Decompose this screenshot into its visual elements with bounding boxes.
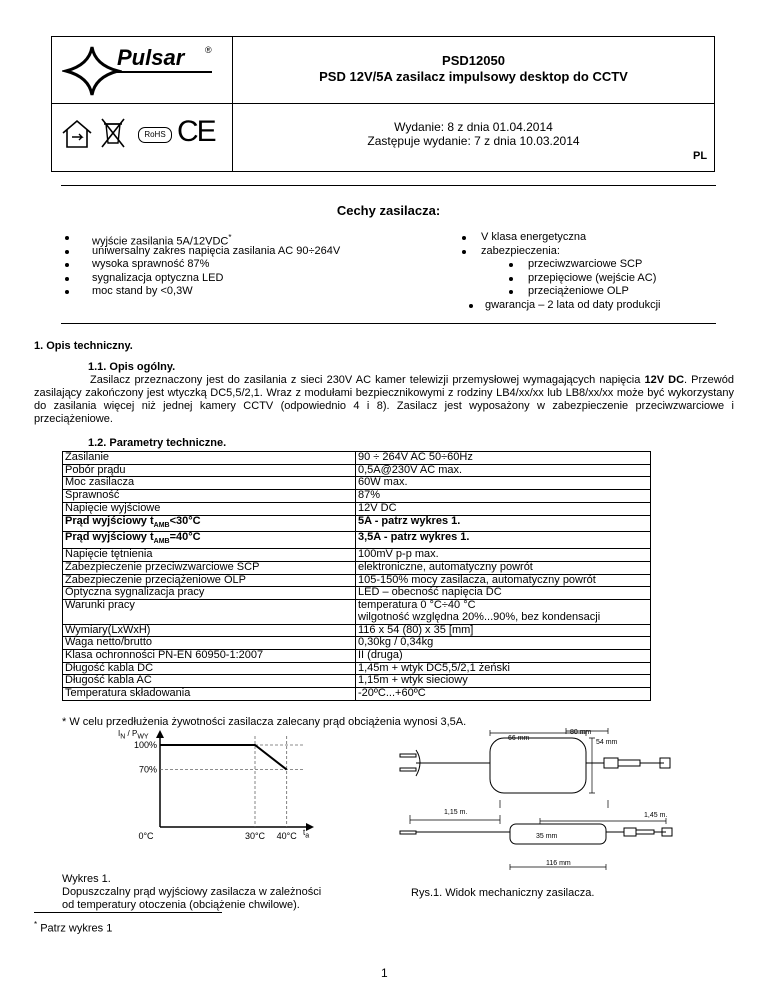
feature-item: sygnalizacja optyczna LED [64, 272, 394, 286]
param-value: 90 ÷ 264V AC 50÷60Hz [356, 452, 651, 465]
param-row [63, 549, 651, 562]
param-name: Warunki pracy [63, 600, 356, 624]
param-name: Zabezpieczenie przeciążeniowe OLP [63, 574, 356, 587]
param-name: Prąd wyjściowy $t_{AMB}=40^\circ C$ [63, 532, 356, 549]
derating-chart [128, 730, 388, 840]
param-name: Zabezpieczenie przeciwzwarciowe SCP [63, 562, 356, 575]
top-view [400, 728, 670, 808]
separator-top [61, 185, 716, 186]
replaces-line: Zastępuje wydanie: 7 z dnia 10.03.2014 [367, 134, 580, 148]
param-name: Pobór prądu [63, 464, 356, 477]
param-value: II (druga) [356, 649, 651, 662]
param-row [63, 688, 651, 701]
param-name: Temperatura składowania [63, 688, 356, 701]
parameters-table [62, 451, 651, 701]
param-name: Optyczna sygnalizacja pracy [63, 587, 356, 600]
param-row [63, 600, 651, 624]
feature-item: wyjście zasilania 5A/12VDC* [64, 231, 394, 245]
section-1-1-title: 1.1. Opis ogólny. [88, 361, 176, 373]
param-value: -20ºC...+60ºC [356, 688, 651, 701]
param-row [63, 624, 651, 637]
separator-mid [61, 323, 716, 324]
side-view [400, 815, 672, 870]
language-code: PL [693, 150, 708, 162]
param-value: 60W max. [356, 477, 651, 490]
dim-116-mm: 116 mm [546, 860, 571, 867]
features-left-list [64, 231, 394, 299]
param-row [63, 532, 651, 549]
brand-name: Pulsar [117, 45, 185, 70]
pulsar-star-icon [62, 43, 122, 99]
param-row [63, 675, 651, 688]
y-axis-arrow [156, 730, 164, 738]
weee-bin-icon [100, 117, 126, 149]
param-value: 105-150% mocy zasilacza, automatyczny powrót [356, 574, 651, 587]
param-name: Moc zasilacza [63, 477, 356, 490]
indoor-house-icon [60, 119, 94, 149]
param-value: 0,30kg / 0,34kg [356, 637, 651, 650]
section-1-1-paragraph: Zasilacz przeznaczony jest do zasilania z sieci 230V AC kamer telewizji przemysłowej wymagających napięcia 12V DC. Przewód zasilający zakończony jest wtyczką DC5,5/2,1. Wraz z modułami bezpiecznikowymi z rodziny LB4/xx/xx lub LB8/xx/xx może być wykorzystany do zasilania więcej niż jednej kamery CCTV (odpowiednio 4 i 8). Zasilacz jest wyposażony w zabezpieczenie przeciwzwarciowe i przeciążeniowe. [34, 374, 734, 425]
footnote: * Patrz wykres 1 [34, 920, 113, 935]
feature-subitem: przeciwzwarciowe SCP [461, 258, 721, 272]
param-value: 3,5A - patrz wykres 1. [356, 532, 651, 549]
registered-mark: ® [205, 45, 212, 55]
param-name: Prąd wyjściowy $t_{AMB}<30^\circ C$ [63, 515, 356, 532]
feature-item: uniwersalny zakres napięcia zasilania AC 90÷264V [64, 245, 394, 259]
chart-y-label: $I_N / P_{WY}$ [118, 729, 149, 741]
chart-caption-title: Wykres 1. [62, 873, 111, 885]
load-note: * W celu przedłużenia żywotności zasilacza zalecany prąd obciążenia wynosi 3,5A. [62, 716, 467, 728]
derating-series-line [160, 745, 287, 770]
feature-item: zabezpieczenia: [461, 245, 721, 259]
param-row [63, 637, 651, 650]
model-name: PSD12050 [442, 53, 505, 68]
mechanical-drawing [396, 728, 696, 878]
feature-item: moc stand by <0,3W [64, 285, 394, 299]
param-row [63, 662, 651, 675]
page-number: 1 [381, 966, 388, 980]
drawing-caption: Rys.1. Widok mechaniczny zasilacza. [411, 887, 595, 899]
x-tick-label: 0°C [138, 831, 154, 841]
param-row [63, 562, 651, 575]
dim-66-mm: 66 mm [508, 735, 530, 742]
param-row [63, 477, 651, 490]
section-1-title: 1. Opis techniczny. [34, 340, 133, 352]
chart-x-label: $t_a$ [303, 828, 310, 840]
section-1-2-title: 1.2. Parametry techniczne. [88, 437, 227, 449]
header-box [51, 36, 715, 172]
param-value: 1,45m + wtyk DC5,5/2,1 żeński [356, 662, 651, 675]
param-value: temperatura 0 °C÷40 °C wilgotność względna 20%...90%, bez kondensacji [356, 600, 651, 624]
y-tick-label: 100% [133, 740, 157, 750]
param-value: LED – obecność napięcia DC [356, 587, 651, 600]
param-name: Klasa ochronności PN-EN 60950-1:2007 [63, 649, 356, 662]
feature-subitem: przepięciowe (wejście AC) [461, 272, 721, 286]
product-title: PSD 12V/5A zasilacz impulsowy desktop do CCTV [319, 69, 628, 84]
param-value: 1,15m + wtyk sieciowy [356, 675, 651, 688]
y-tick-label: 70% [138, 764, 157, 775]
param-name: Wymiary(LxWxH) [63, 624, 356, 637]
param-name: Zasilanie [63, 452, 356, 465]
param-name: Waga netto/brutto [63, 637, 356, 650]
param-value: elektroniczne, automatyczny powrót [356, 562, 651, 575]
certification-icons [60, 117, 230, 153]
param-value: 0,5A@230V AC max. [356, 464, 651, 477]
x-tick-label: 30°C [244, 831, 266, 841]
features-right-list [461, 231, 721, 312]
dim-54-mm: 54 mm [596, 739, 618, 746]
dim-80-mm: 80 mm [570, 729, 592, 736]
param-row [63, 649, 651, 662]
param-row [63, 587, 651, 600]
param-name: Długość kabla DC [63, 662, 356, 675]
dim-115-m: 1,15 m. [444, 809, 468, 816]
feature-item: gwarancja – 2 lata od daty produkcji [461, 299, 721, 313]
chart-caption-line-1: Dopuszczalny prąd wyjściowy zasilacza w zależności [62, 886, 322, 898]
param-value: 100mV p-p max. [356, 549, 651, 562]
param-row [63, 452, 651, 465]
param-row [63, 515, 651, 532]
rohs-badge: RoHS [138, 127, 172, 143]
pulsar-logo [62, 43, 227, 99]
param-value: 12V DC [356, 502, 651, 515]
param-row [63, 490, 651, 503]
chart-caption-line-2: od temperatury otoczenia (obciążenie chwilowe). [62, 899, 300, 911]
feature-subitem: przeciążeniowe OLP [461, 285, 721, 299]
dim-145-m: 1,45 m. [644, 812, 668, 819]
param-name: Napięcie wyjściowe [63, 502, 356, 515]
param-name: Długość kabla AC [63, 675, 356, 688]
footnote-rule [34, 912, 222, 913]
param-row [63, 502, 651, 515]
features-title: Cechy zasilacza: [336, 203, 441, 218]
feature-item: wysoka sprawność 87% [64, 258, 394, 272]
param-value: 5A - patrz wykres 1. [356, 515, 651, 532]
param-name: Napięcie tętnienia [63, 549, 356, 562]
param-value: 116 x 54 (80) x 35 [mm] [356, 624, 651, 637]
param-value: 87% [356, 490, 651, 503]
dim-35-mm: 35 mm [536, 833, 558, 840]
x-tick-label: 40°C [276, 831, 297, 841]
edition-line: Wydanie: 8 z dnia 01.04.2014 [394, 120, 553, 134]
ce-mark-icon: CE [177, 115, 215, 148]
feature-item: V klasa energetyczna [461, 231, 721, 245]
param-name: Sprawność [63, 490, 356, 503]
param-row [63, 464, 651, 477]
param-row [63, 574, 651, 587]
